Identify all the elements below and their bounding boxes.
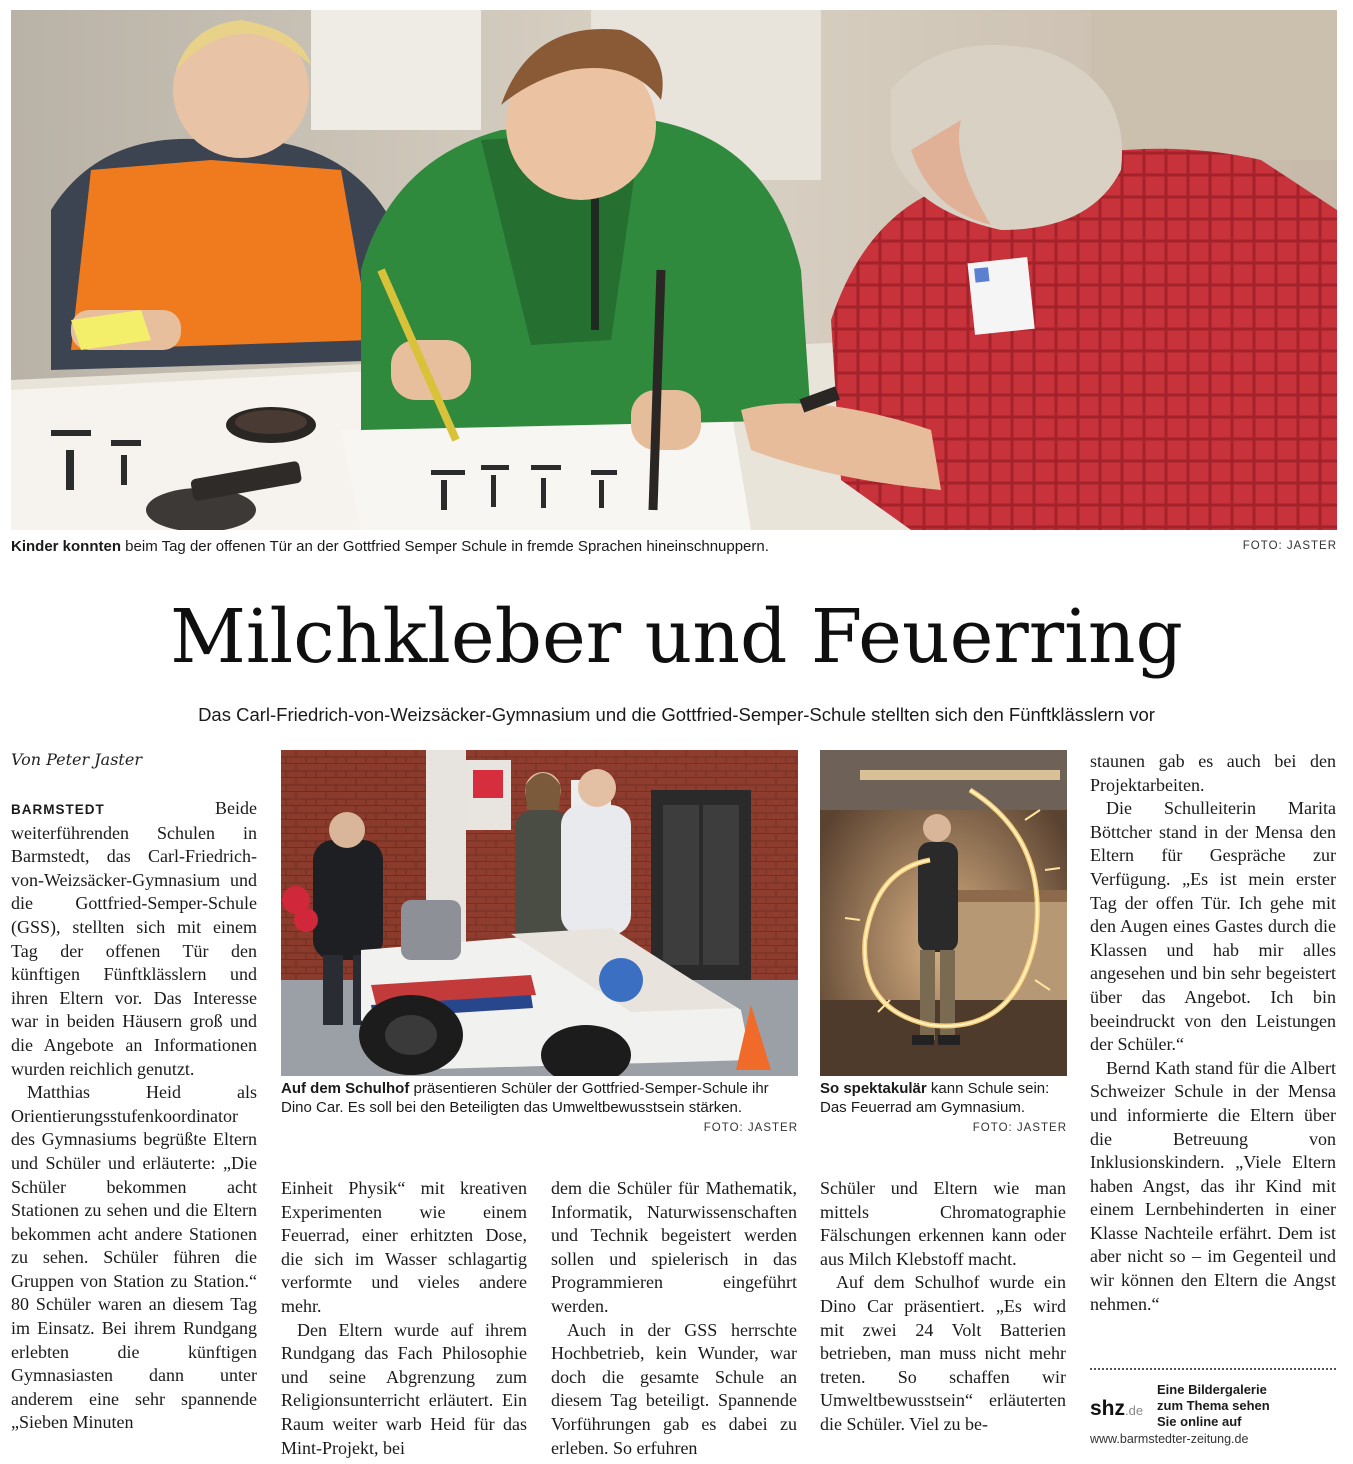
dateline: BARMSTEDT <box>11 802 105 817</box>
photo-credit: FOTO: JASTER <box>972 1122 1067 1134</box>
article-column-3 <box>551 1177 797 1460</box>
shz-logo: shz.de <box>1090 1397 1144 1420</box>
article-column-2 <box>281 1177 527 1460</box>
paragraph: staunen gab es auch bei den Projektarbeiten. <box>1090 751 1336 795</box>
dino-car-photo <box>281 750 798 1076</box>
article-column-5 <box>1090 750 1336 1316</box>
paragraph: Matthias Heid als Orientierungsstufenkoordinator des Gymnasiums begrüßte Eltern und Schüler und erläuterte: „Die Schüler bekommen acht Stationen zu sehen und die Eltern bekommen acht andere Stationen zu sehen. Schüler führen die Gruppen von Station zu Station.“ 80 Schüler waren an diesem Tag im Einsatz. Bei ihrem Rundgang erlebten die künftigen Gymnasiasten dann unter anderem eine sehr spannende „Sieben Minuten <box>11 1082 257 1433</box>
paragraph: Schüler und Eltern wie man mittels Chromatographie Fälschungen erkennen kann oder aus Milch Klebstoff macht. <box>820 1178 1066 1269</box>
caption-lead: Auf dem Schulhof <box>281 1080 410 1097</box>
paragraph: BARMSTEDT Beide weiterführenden Schulen in Barmstedt, das Carl-Friedrich-von-Weizsäcker-Gymnasium und die Gottfried-Semper-Schule (GSS), stellten sich mit einem Tag der offenen Tür den künftigen Fünftklässlern und ihren Eltern vor. Das Interesse war in beiden Häusern groß und die Angebote an Informationen wurden reichlich genutzt. <box>11 798 257 1079</box>
promo-line: Eine Bildergalerie <box>1157 1382 1267 1397</box>
feuerrad-photo <box>820 750 1067 1076</box>
paragraph: dem die Schüler für Mathematik, Informatik, Naturwissenschaften und Technik begeistert werden sollen und spielerisch in das Programmieren eingeführt werden. <box>551 1178 797 1316</box>
caption-text: beim Tag der offenen Tür an der Gottfried Semper Schule in fremde Sprachen hineinschnuppern. <box>121 538 769 555</box>
feuerrad-caption <box>820 1079 1067 1117</box>
caption-text: kann Schule sein: Das Feuerrad am Gymnasium. <box>820 1080 1050 1116</box>
promo-line: Sie online auf <box>1157 1414 1242 1429</box>
caption-text: präsentieren Schüler der Gottfried-Semper-Schule ihr Dino Car. Es soll bei den Beteiligten das Umweltbewusstsein stärken. <box>281 1080 769 1116</box>
subheadline: Das Carl-Friedrich-von-Weizsäcker-Gymnasium und die Gottfried-Semper-Schule stellten sich den Fünftklässlern vor <box>198 704 1155 725</box>
paragraph: Den Eltern wurde auf ihrem Rundgang das Fach Philosophie und seine Abgrenzung zum Religionsunterricht erläutert. Ein Raum weiter warb Heid für das Mint-Projekt, bei <box>281 1319 527 1458</box>
byline: Von Peter Jaster <box>11 750 142 769</box>
article-column-4 <box>820 1177 1066 1437</box>
paragraph: Die Schulleiterin Marita Böttcher stand in der Mensa den Eltern für Gespräche zur Verfügung. „Es ist mein erster Tag der offen Tür. Ich gehe mit den Augen eines Gastes durch die Klassen und hab mir alles angesehen und bin sehr begeistert über das Angebot. Ich bin beeindruckt von den Leistungen der Schüler.“ <box>1090 798 1336 1055</box>
gallery-promo <box>1157 1382 1337 1430</box>
caption-lead: So spektakulär <box>820 1080 927 1097</box>
website-link[interactable]: www.barmstedter-zeitung.de <box>1090 1432 1249 1446</box>
paragraph: Auf dem Schulhof wurde ein Dino Car präsentiert. „Es wird mit zwei 24 Volt Batterien betrieben, man muss nicht mehr treten. So schaffen wir Umweltbewusstsein“ erläuterten die Schüler. Viel zu be- <box>820 1272 1066 1434</box>
top-photo-caption <box>11 537 1161 556</box>
photo-credit: FOTO: JASTER <box>703 1122 798 1134</box>
paragraph: Bernd Kath stand für die Albert Schweizer Schule in der Mensa und informierte die Eltern über die Betreuung von Inklusionskindern. „Viele Eltern haben Angst, das ihr Kind mit einem Lernbehinderten in einer Klasse Nachteile erfährt. Dem ist aber nicht so – im Gegenteil und wir können den Eltern die Angst nehmen.“ <box>1090 1057 1336 1314</box>
caption-lead: Kinder konnten <box>11 538 122 555</box>
photo-credit: FOTO: JASTER <box>1242 540 1337 552</box>
paragraph: Einheit Physik“ mit kreativen Experimenten wie einem Feuerrad, einer erhitzten Dose, die sich im Wasser schlagartig verformte und vieles andere mehr. <box>281 1178 527 1316</box>
top-photo <box>11 10 1337 530</box>
headline: Milchkleber und Feuerring <box>170 594 1183 680</box>
paragraph: Auch in der GSS herrschte Hochbetrieb, kein Wunder, war doch die gesamte Schule an diesem Tag beteiligt. Spannende Vorführungen gab es dabei zu erleben. So erfuhren <box>551 1319 797 1458</box>
dino-car-caption <box>281 1079 798 1117</box>
article-column-1 <box>11 797 257 1435</box>
promo-line: zum Thema sehen <box>1157 1398 1270 1413</box>
promo-divider <box>1090 1368 1336 1370</box>
